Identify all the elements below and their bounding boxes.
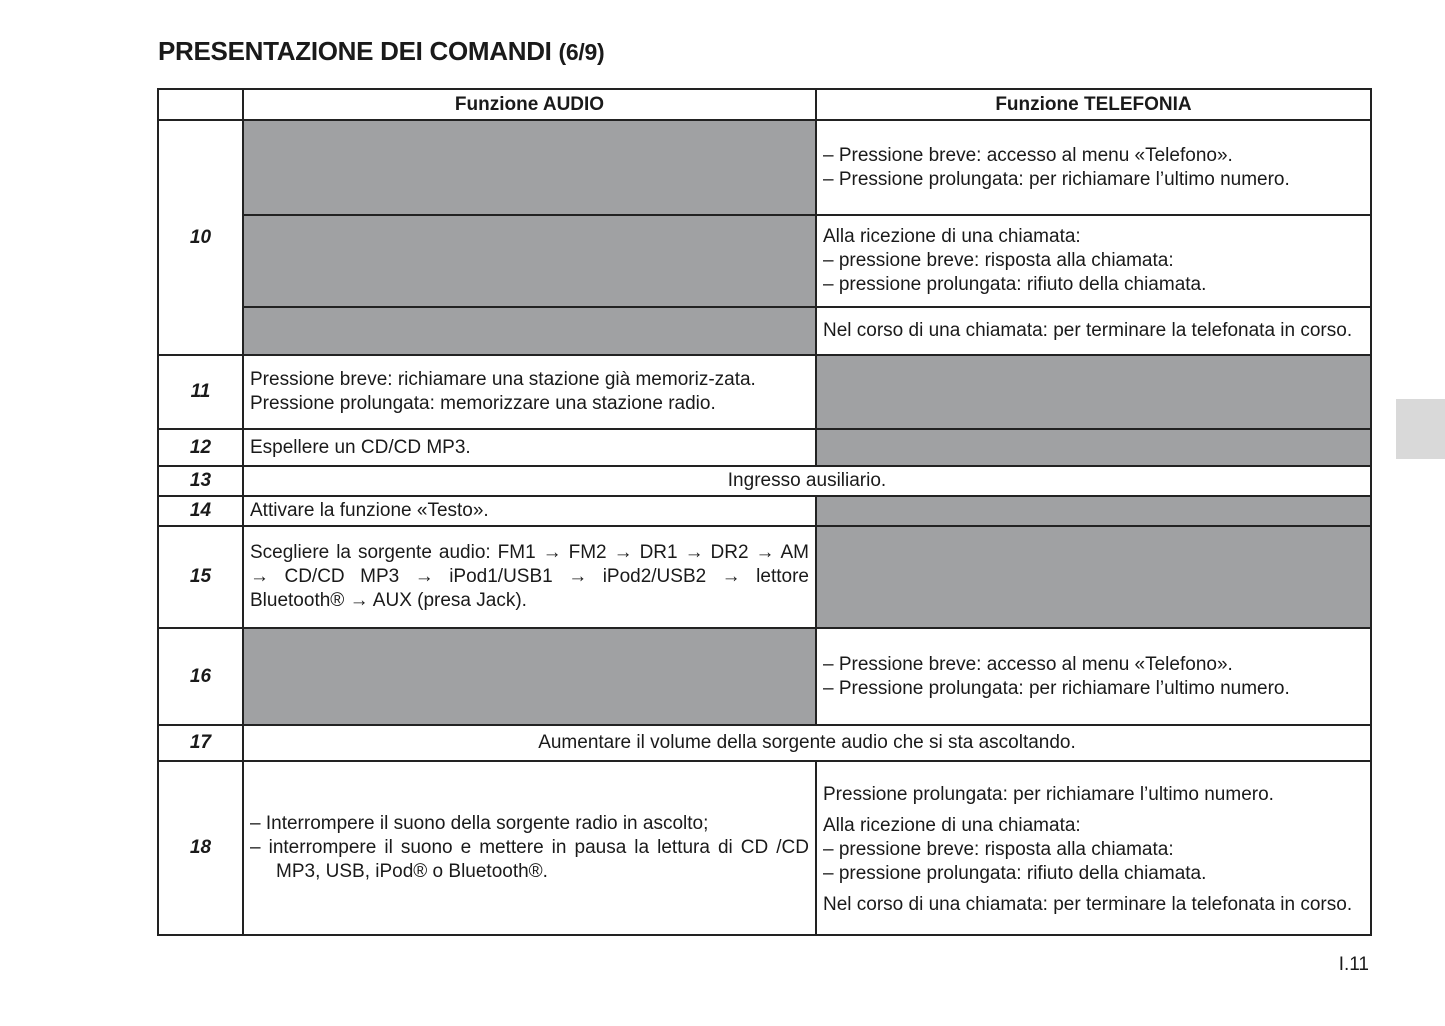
header-audio: Funzione AUDIO — [243, 89, 816, 120]
title-main: PRESENTAZIONE DEI COMANDI — [158, 36, 552, 66]
text-line: – pressione breve: risposta alla chiamata: — [823, 250, 1174, 271]
table-row-10b — [158, 215, 1371, 307]
title-part: (6/9) — [558, 39, 605, 65]
shared-cell: Aumentare il volume della sorgente audio che si sta ascoltando. — [243, 725, 1371, 761]
shared-cell: Ingresso ausiliario. — [243, 466, 1371, 496]
table-row-13 — [158, 466, 1371, 496]
text-line: – Pressione prolungata: per richiamare l’ultimo numero. — [823, 677, 1290, 699]
table-row-10a — [158, 120, 1371, 215]
text-line: – pressione prolungata: rifiuto della chiamata. — [823, 274, 1207, 295]
row-number: 13 — [158, 466, 243, 496]
row-number: 16 — [158, 628, 243, 725]
audio-cell — [243, 355, 816, 429]
telefonia-cell — [816, 215, 1371, 307]
empty-telefonia-cell — [816, 429, 1371, 466]
audio-cell: Scegliere la sorgente audio: FM1 → FM2 → DR1 → DR2 → AM → CD/CD MP3 → iPod1/USB1 → iPod2/USB2 → lettore Bluetooth® → AUX (presa Jack). — [243, 526, 816, 628]
text-line: Pressione prolungata: memorizzare una stazione radio. — [250, 393, 716, 414]
empty-audio-cell — [243, 307, 816, 355]
audio-cell: Espellere un CD/CD MP3. — [243, 429, 816, 466]
empty-telefonia-cell — [816, 355, 1371, 429]
row-number: 14 — [158, 496, 243, 526]
row-number: 15 — [158, 526, 243, 628]
audio-cell: Attivare la funzione «Testo». — [243, 496, 816, 526]
page-number: I.11 — [1338, 954, 1369, 975]
header-row — [158, 89, 1371, 120]
text-line: – Interrompere il suono della sorgente radio in ascolto; — [250, 813, 709, 834]
empty-audio-cell — [243, 215, 816, 307]
telefonia-cell — [816, 761, 1371, 935]
text-line: Pressione breve: richiamare una stazione già memoriz-zata. — [250, 369, 756, 390]
text-line: – Pressione prolungata: per richiamare l’ultimo numero. — [823, 168, 1290, 190]
table-row-15 — [158, 526, 1371, 628]
row-number: 18 — [158, 761, 243, 935]
header-telefonia: Funzione TELEFONIA — [816, 89, 1371, 120]
row-number: 12 — [158, 429, 243, 466]
telefonia-cell — [816, 307, 1371, 355]
table-row-11 — [158, 355, 1371, 429]
row-number: 17 — [158, 725, 243, 761]
table-row-14 — [158, 496, 1371, 526]
audio-cell — [243, 761, 816, 935]
header-num — [158, 89, 243, 120]
controls-table — [157, 88, 1372, 936]
section-side-tab — [1396, 399, 1445, 459]
text-line: Alla ricezione di una chiamata: — [823, 814, 1081, 836]
page-title — [158, 36, 604, 67]
text-line: Nel corso di una chiamata: per terminare la telefonata in corso. — [823, 320, 1353, 341]
table-row-16 — [158, 628, 1371, 725]
text-line: – pressione breve: risposta alla chiamata: — [823, 838, 1174, 860]
text-line: Pressione prolungata: per richiamare l’ultimo numero. — [823, 783, 1274, 805]
table-row-17 — [158, 725, 1371, 761]
empty-telefonia-cell — [816, 496, 1371, 526]
row-number: 10 — [158, 120, 243, 355]
text-line: Nel corso di una chiamata: per terminare la telefonata in corso. — [823, 893, 1353, 915]
telefonia-cell — [816, 628, 1371, 725]
table-row-12 — [158, 429, 1371, 466]
empty-audio-cell — [243, 120, 816, 215]
telefonia-cell — [816, 120, 1371, 215]
empty-audio-cell — [243, 628, 816, 725]
text-line: – interrompere il suono e mettere in pausa la lettura di CD /CD MP3, USB, iPod® o Bluetooth®. — [250, 837, 809, 882]
text-line: – Pressione breve: accesso al menu «Telefono». — [823, 144, 1233, 166]
table-row-10c — [158, 307, 1371, 355]
text-line: – pressione prolungata: rifiuto della chiamata. — [823, 862, 1207, 884]
row-number: 11 — [158, 355, 243, 429]
text-group — [823, 814, 1364, 886]
table-row-18 — [158, 761, 1371, 935]
text-line: Alla ricezione di una chiamata: — [823, 226, 1081, 247]
text-line: – Pressione breve: accesso al menu «Telefono». — [823, 653, 1233, 675]
empty-telefonia-cell — [816, 526, 1371, 628]
